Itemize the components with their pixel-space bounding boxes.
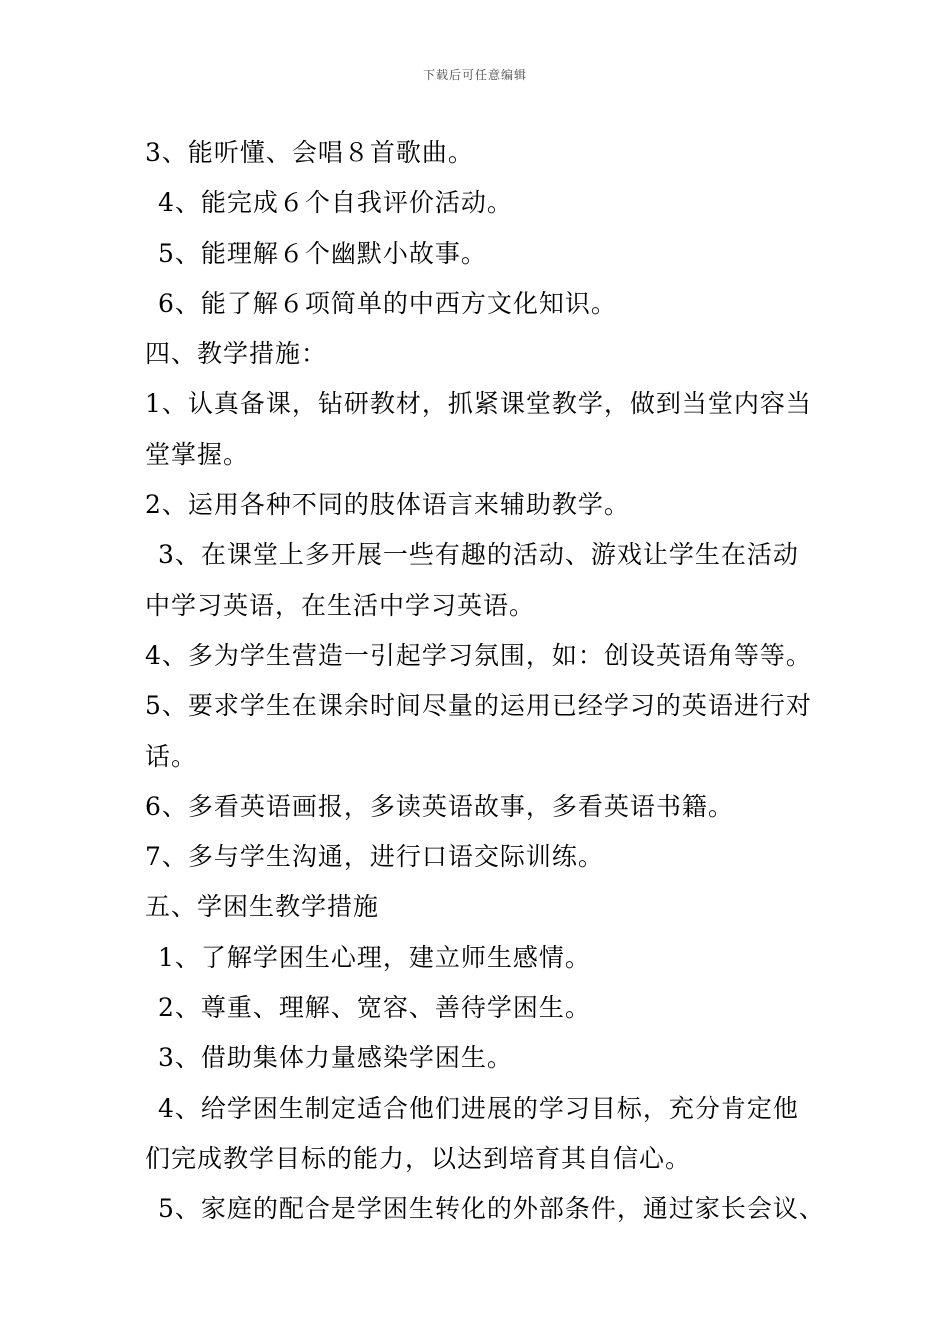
text-line: 2、尊重、理解、宽容、善待学困生。 [158,993,591,1023]
text-line: 中学习英语，在生活中学习英语。 [145,590,536,620]
document-body [145,128,835,1235]
text-line: 们完成教学目标的能力，以达到培育其自信心。 [145,1143,692,1173]
text-line: 2、运用各种不同的肢体语言来辅助教学。 [145,490,630,520]
text-line: 4、多为学生营造一引起学习氛围，如：创设英语角等等。 [145,640,812,670]
text-line: 5、能理解６个幽默小故事。 [158,238,487,268]
text-line: 3、在课堂上多开展一些有趣的活动、游戏让学生在活动 [158,540,799,570]
text-line: 堂掌握。 [145,439,250,469]
section-heading: 四、教学措施： [145,339,328,369]
text-line: 1、认真备课，钻研教材，抓紧课堂教学，做到当堂内容当 [145,389,812,419]
text-line: 5、要求学生在课余时间尽量的运用已经学习的英语进行对 [145,691,812,721]
text-line: 6、多看英语画报，多读英语故事，多看英语书籍。 [145,791,734,821]
text-line: 3、借助集体力量感染学困生。 [158,1043,513,1073]
page-header-note: 下载后可任意编辑 [422,68,527,82]
section-heading: 五、学困生教学措施 [145,892,380,922]
text-line: 5、家庭的配合是学困生转化的外部条件，通过家长会议、 [158,1194,825,1224]
text-line: 7、多与学生沟通，进行口语交际训练。 [145,842,604,872]
text-line: 1、了解学困生心理，建立师生感情。 [158,942,591,972]
text-line: 4、能完成６个自我评价活动。 [158,188,513,218]
text-line: 3、能听懂、会唱８首歌曲。 [145,138,474,167]
text-line: 4、给学困生制定适合他们进展的学习目标，充分肯定他 [158,1093,799,1123]
text-line: 6、能了解６项简单的中西方文化知识。 [158,288,617,318]
text-line: 话。 [145,741,198,771]
